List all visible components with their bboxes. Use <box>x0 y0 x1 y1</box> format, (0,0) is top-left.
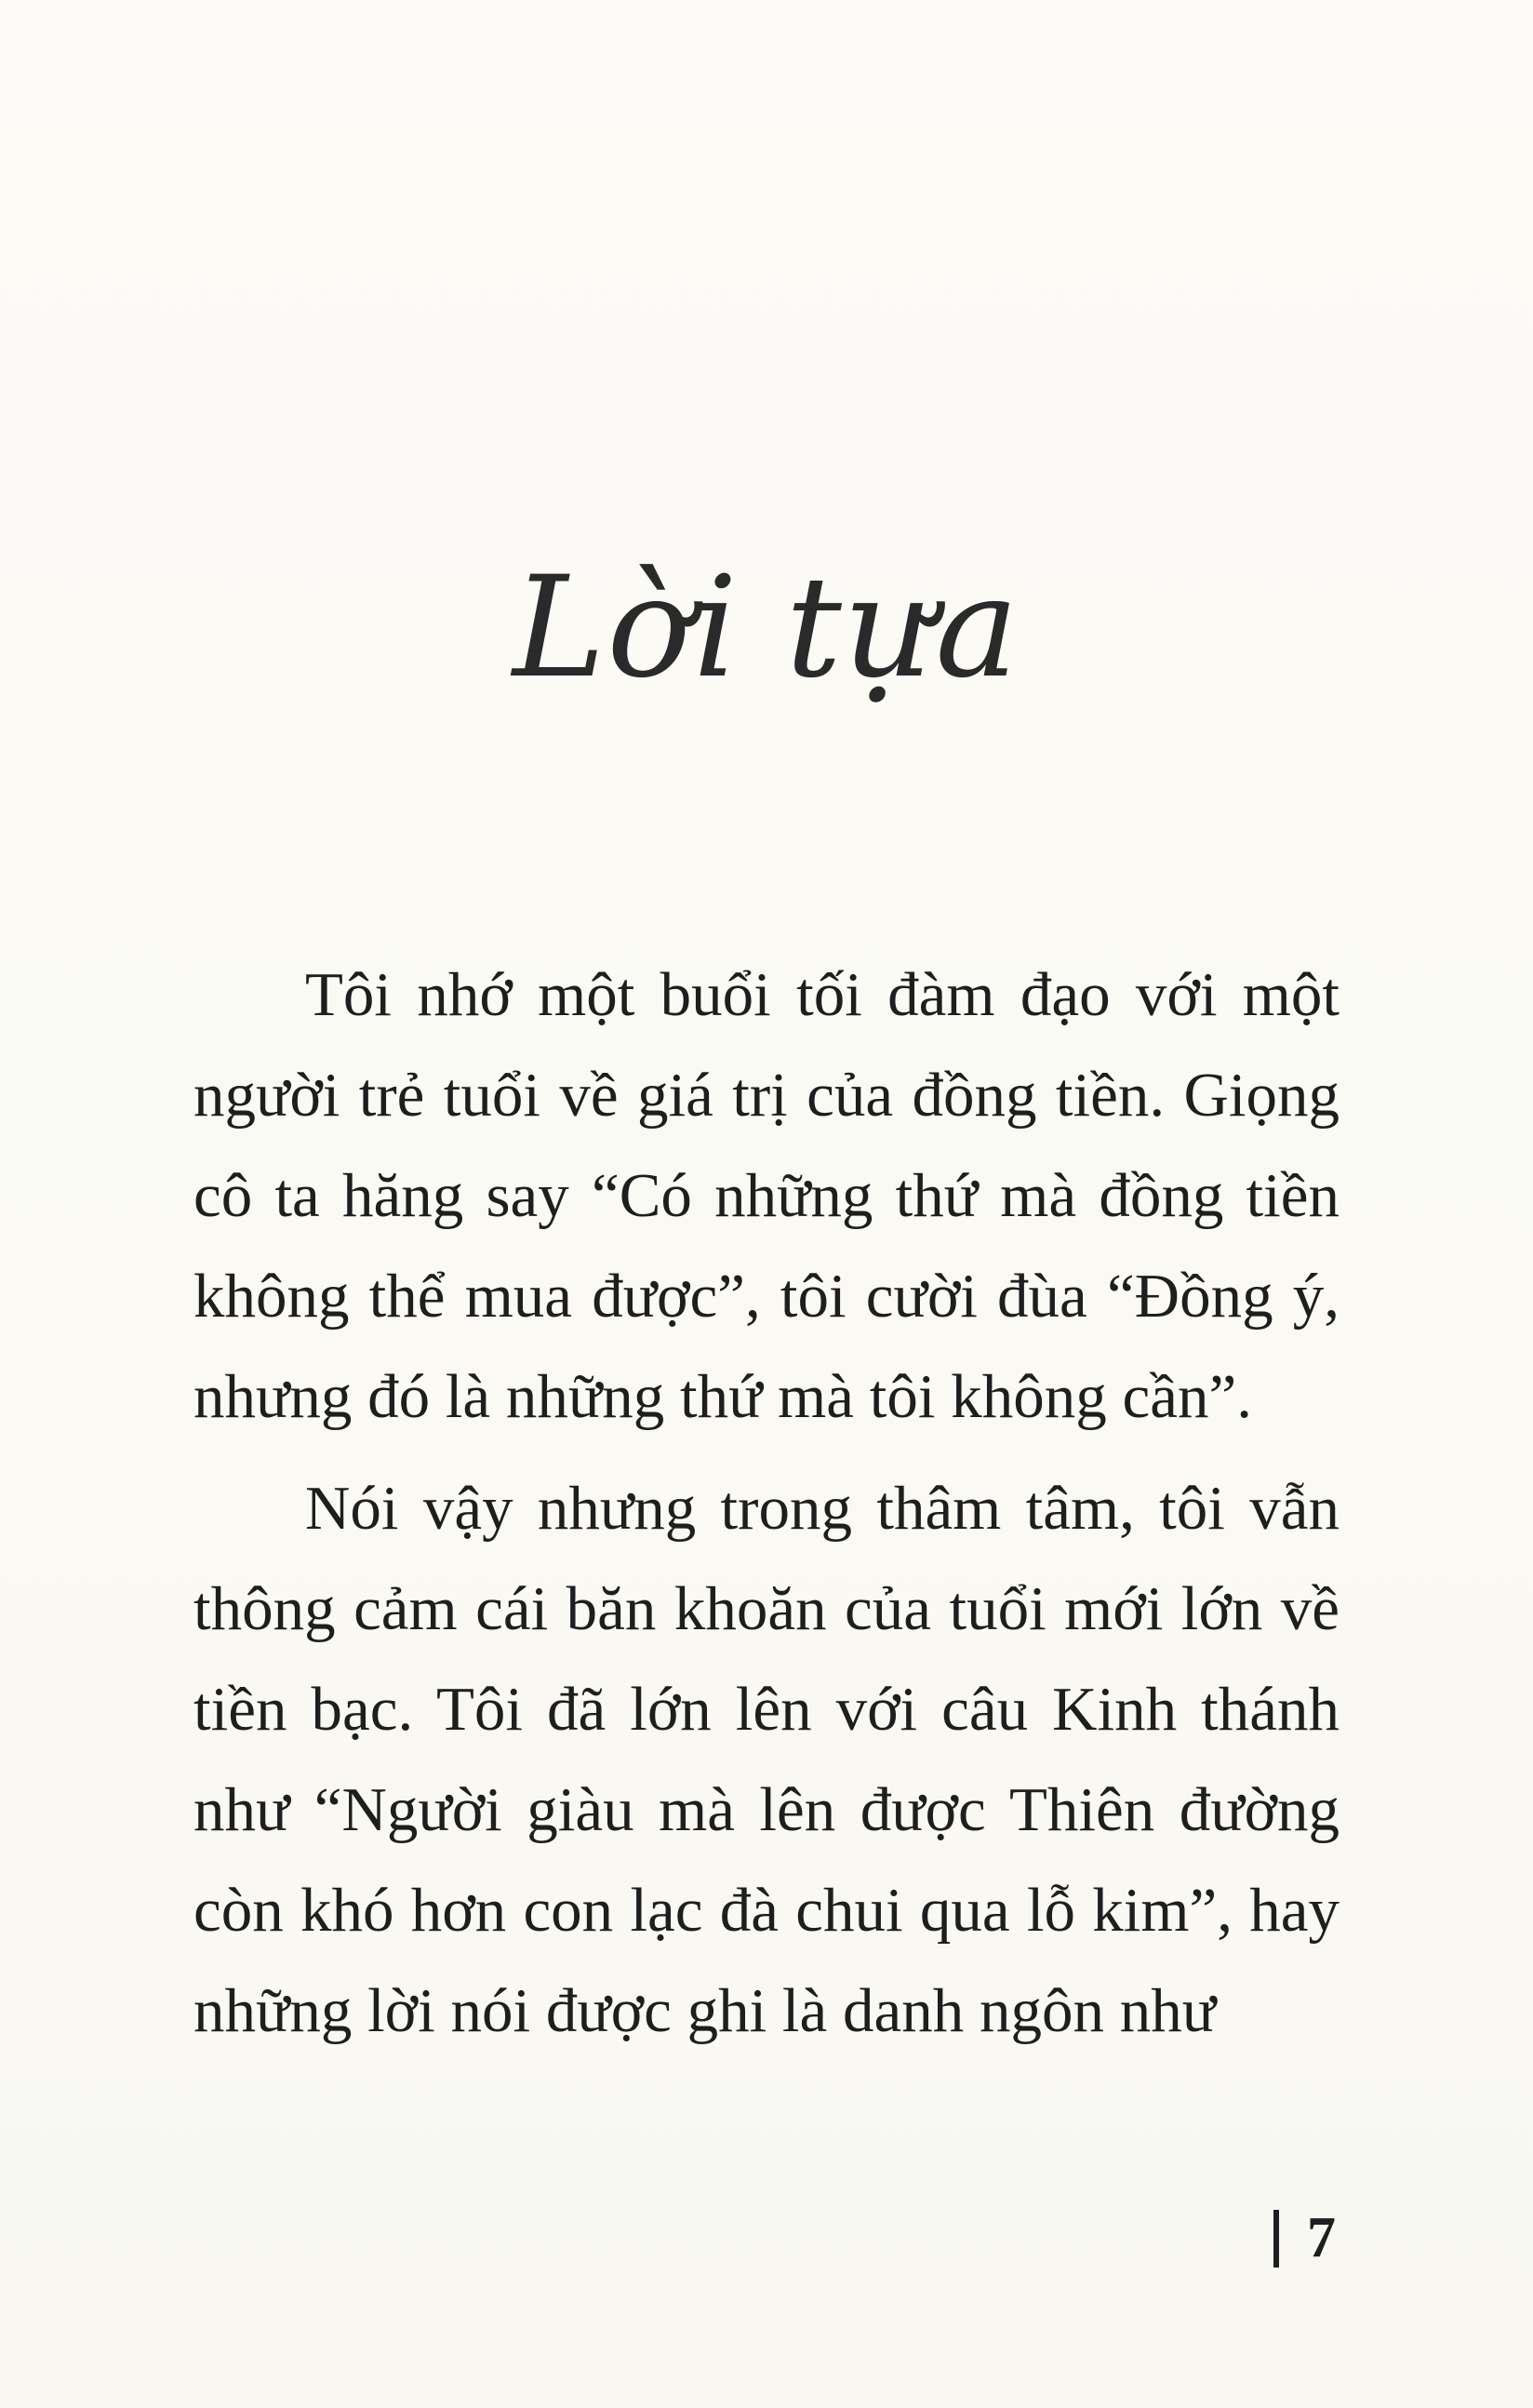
paragraph-2: Nói vậy nhưng trong thâm tâm, tôi vẫn thông cảm cái băn khoăn của tuổi mới lớn về tiền bạc. Tôi đã lớn lên với câu Kinh thánh như “Người giàu mà lên được Thiên đường còn khó hơn con lạc đà chui qua lỗ kim”, hay những lời nói được ghi là danh ngôn như <box>193 1474 1340 2045</box>
body-text <box>193 944 1340 2061</box>
paragraph-1: Tôi nhớ một buổi tối đàm đạo với một người trẻ tuổi về giá trị của đồng tiền. Giọng cô ta hăng say “Có những thứ mà đồng tiền không thể mua được”, tôi cười đùa “Đồng ý, nhưng đó là những thứ mà tôi không cần”. <box>193 960 1340 1431</box>
page-number-divider <box>1273 2210 1279 2268</box>
page-number <box>1273 2205 1336 2271</box>
chapter-title: Lời tựa <box>513 547 1020 709</box>
page-number-value: 7 <box>1307 2206 1336 2269</box>
